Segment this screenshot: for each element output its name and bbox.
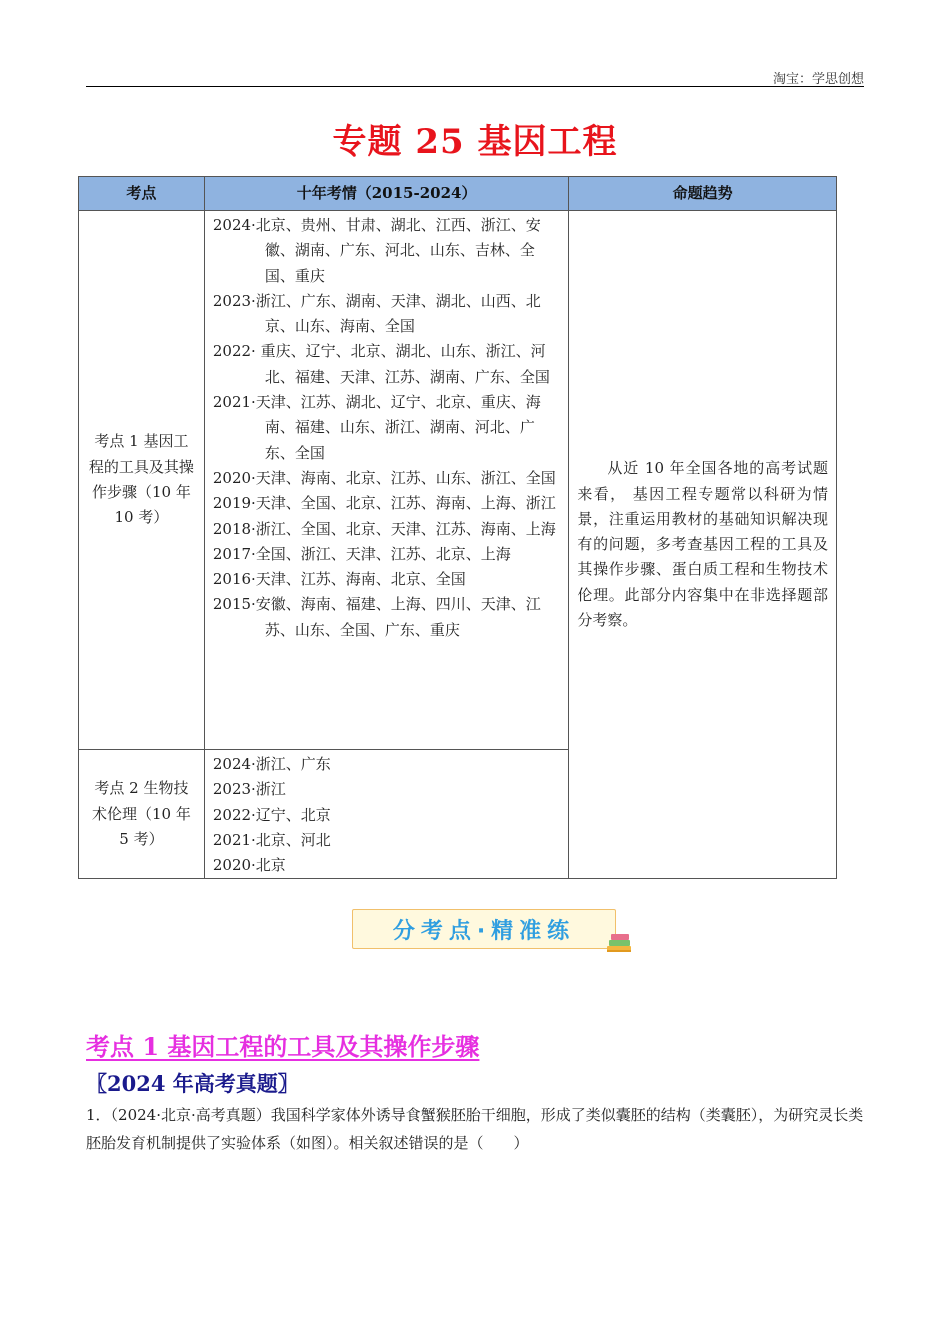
kaodian-cell: 考点 2 生物技术伦理（10 年 5 考） — [79, 750, 205, 879]
question-text: 1．（2024·北京·高考真题）我国科学家体外诱导食蟹猴胚胎干细胞，形成了类似囊胚的结构（类囊胚），为研究灵长类胚胎发育机制提供了实验体系（如图）。相关叙述错误的是（ ） — [86, 1106, 864, 1152]
year-line: 2016·天津、江苏、海南、北京、全国 — [212, 570, 466, 589]
qing-cell — [204, 211, 569, 750]
trend-text: 从近 10 年全国各地的高考试题来看， 基因工程专题常以科研为情景，注重运用教材的基础知识解决现有的问题，多考查基因工程的工具及其操作步骤、蛋白质工程和生物技术伦理。此部分内容集中在非选择题部分考察。 — [577, 459, 828, 629]
header-rule — [86, 86, 864, 87]
table-header-trend: 命题趋势 — [569, 177, 837, 211]
year-line: 2022·辽宁、北京 — [212, 805, 331, 824]
table-header-qing: 十年考情（2015-2024） — [204, 177, 569, 211]
year-line: 2018·浙江、全国、北京、天津、江苏、海南、上海 — [212, 519, 556, 538]
year-line: 2021·北京、河北 — [212, 830, 331, 849]
practice-banner — [352, 909, 634, 955]
table-header-row — [79, 177, 837, 211]
header-note: 淘宝：学思创想 — [772, 72, 864, 87]
table-header-kaodian: 考点 — [79, 177, 205, 211]
section-title: 考点 1 基因工程的工具及其操作步骤 — [86, 1032, 480, 1061]
year-line: 2023·浙江 — [212, 780, 286, 799]
year-line: 2015·安徽、海南、福建、上海、四川、天津、江苏、山东、全国、广东、重庆 — [212, 595, 541, 639]
year-line: 2024·北京、贵州、甘肃、湖北、江西、浙江、安徽、湖南、广东、河北、山东、吉林、全国、重庆 — [212, 216, 541, 285]
page-title: 专题 25 基因工程 — [332, 122, 618, 162]
trend-cell — [569, 211, 837, 879]
year-line: 2024·浙江、广东 — [212, 755, 331, 773]
qing-cell — [204, 750, 569, 879]
kaodian-cell: 考点 1 基因工程的工具及其操作步骤（10 年 10 考） — [79, 211, 205, 750]
year-line: 2021·天津、江苏、湖北、辽宁、北京、重庆、海南、福建、山东、浙江、湖南、河北、广东、全国 — [212, 393, 541, 462]
year-line: 2017·全国、浙江、天津、江苏、北京、上海 — [212, 544, 511, 563]
year-line: 2019·天津、全国、北京、江苏、海南、上海、浙江 — [212, 494, 556, 513]
table-row — [79, 211, 837, 750]
books-icon — [604, 929, 634, 955]
banner-label: 分考点·精准练 — [352, 909, 616, 949]
section-subtitle: 〖2024 年高考真题〗 — [86, 1071, 299, 1096]
exam-table — [78, 176, 837, 879]
year-line: 2023·浙江、广东、湖南、天津、湖北、山西、北京、山东、海南、全国 — [212, 291, 541, 336]
year-line: 2022· 重庆、辽宁、北京、湖北、山东、浙江、河北、福建、天津、江苏、湖南、广东、全国 — [212, 342, 550, 386]
year-line: 2020·北京 — [212, 856, 286, 875]
year-line: 2020·天津、海南、北京、江苏、山东、浙江、全国 — [212, 468, 556, 487]
